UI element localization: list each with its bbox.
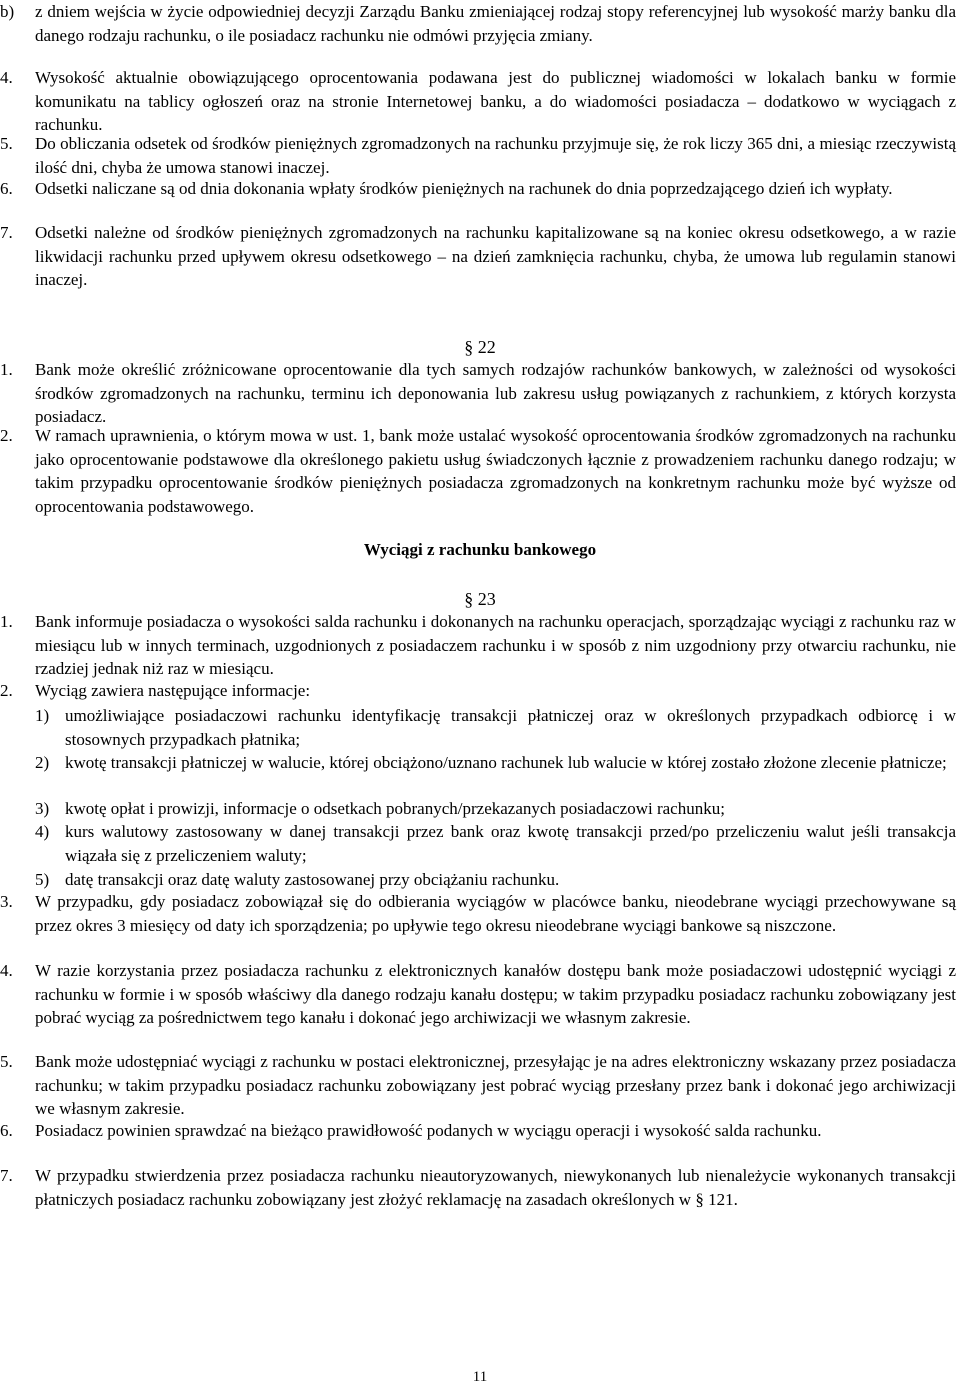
item-text: Posiadacz powinien sprawdzać na bieżąco prawidłowość podanych w wyciągu operacji i wysokość salda rachunku. (35, 1121, 822, 1140)
item-text: umożliwiające posiadaczowi rachunku identyfikację transakcji płatniczej oraz w określonych przypadkach odbiorcę i w stosownych przypadkach płatnika; (65, 706, 956, 749)
item-number: 3. (0, 892, 13, 911)
item-text: Odsetki należne od środków pieniężnych zgromadzonych na rachunku kapitalizowane są na koniec okresu odsetkowego, a w razie likwidacji rachunku przed upływem okresu odsetkowego – na dzień zamknięcia rachunku, chyba, że umowa lub regulamin stanowi inaczej. (35, 223, 956, 290)
item-number: 6. (0, 1121, 13, 1140)
item-number: 4. (0, 961, 13, 980)
item-text: W ramach uprawnienia, o którym mowa w ust. 1, bank może ustalać wysokość oprocentowania środków zgromadzonych na rachunku jako oprocentowanie podstawowe dla określonego pakietu usług świadczonych łącznie z prowadzeniem rachunku danego rodzaju; w takim przypadku oprocentowanie środków pieniężnych posiadacza zgromadzonych na konkretnym rachunku może być wyższe od oprocentowania podstawowego. (35, 426, 956, 516)
section-number: § 23 (464, 589, 496, 609)
list-item (0, 1119, 956, 1143)
item-number: 5. (0, 1052, 13, 1071)
item-text: Wysokość aktualnie obowiązującego oprocentowania podawana jest do publicznej wiadomości w lokalach banku w formie komunikatu na tablicy ogłoszeń oraz na stronie Internetowej banku, a do wiadomości posiadacza – dodatkowo w wyciągach z rachunku. (35, 68, 956, 135)
item-number: 1) (35, 706, 50, 725)
page-number: 11 (472, 1369, 488, 1385)
list-item (0, 424, 956, 518)
list-item (0, 959, 956, 1030)
list-item (0, 1050, 956, 1121)
list-item (0, 890, 956, 937)
item-text: kwotę opłat i prowizji, informacje o odsetkach pobranych/przekazanych posiadaczowi rachunku; (65, 799, 725, 818)
sub-list-item (0, 751, 956, 775)
sub-list-item (0, 704, 956, 751)
item-text: z dniem wejścia w życie odpowiedniej decyzji Zarządu Banku zmieniającej rodzaj stopy referencyjnej lub wysokość marży banku dla danego rodzaju rachunku, o ile posiadacz rachunku nie odmówi przyjęcia zmiany. (35, 2, 956, 45)
item-text: W przypadku stwierdzenia przez posiadacza rachunku nieautoryzowanych, niewykonanych lub nienależycie wykonanych transakcji płatniczych posiadacz rachunku zobowiązany jest złożyć reklamację na zasadach określonych w § 121. (35, 1166, 956, 1209)
item-text: datę transakcji oraz datę waluty zastosowanej przy obciążaniu rachunku. (65, 870, 560, 889)
item-number: 7. (0, 1166, 13, 1185)
item-text: Bank może określić zróżnicowane oprocentowanie dla tych samych rodzajów rachunków bankowych, w zależności od wysokości środków zgromadzonych na rachunku, terminu ich deponowania lub zakresu usług powiązanych z rachunkiem, z których korzysta posiadacz. (35, 360, 956, 427)
item-number: 2. (0, 426, 13, 445)
item-text: W przypadku, gdy posiadacz zobowiązał się do odbierania wyciągów w placówce banku, nieodebrane wyciągi przechowywane są przez okres 3 miesięcy od daty ich sporządzenia; po upływie tego okresu nieodebrane wyciągi bankowe są niszczone. (35, 892, 956, 935)
list-item (0, 0, 956, 47)
list-item (0, 221, 956, 292)
item-number: 7. (0, 223, 13, 242)
item-text: kwotę transakcji płatniczej w walucie, której obciążono/uznano rachunek lub walucie w której zostało złożone zlecenie płatnicze; (65, 753, 947, 772)
item-text: Bank informuje posiadacza o wysokości salda rachunku i dokonanych na rachunku operacjach, sporządzając wyciągi z rachunku raz w miesiącu lub w innych terminach, uzgodnionych z posiadaczem rachunku i w sposób z nim uzgodniony przy otwarciu rachunku, nie rzadziej jednak niż raz w miesiącu. (35, 612, 956, 679)
list-item (0, 132, 956, 179)
section-heading: Wyciągi z rachunku bankowego (363, 540, 597, 559)
list-item (0, 610, 956, 681)
item-number: 2) (35, 753, 50, 772)
item-text: Odsetki naliczane są od dnia dokonania wpłaty środków pieniężnych na rachunek do dnia poprzedzającego dzień ich wypłaty. (35, 179, 893, 198)
item-number: 6. (0, 179, 13, 198)
item-number: 2. (0, 681, 13, 700)
item-number: 5) (35, 870, 50, 889)
list-item (0, 177, 956, 201)
item-text: Wyciąg zawiera następujące informacje: (35, 681, 311, 700)
item-number: 4) (35, 822, 50, 841)
item-number: b) (0, 2, 15, 21)
section-number: § 22 (464, 337, 496, 357)
list-item (0, 679, 956, 703)
list-item (0, 1164, 956, 1211)
list-item (0, 358, 956, 429)
item-number: 4. (0, 68, 13, 87)
list-item (0, 66, 956, 137)
item-number: 5. (0, 134, 13, 153)
item-number: 3) (35, 799, 50, 818)
item-number: 1. (0, 360, 13, 379)
sub-list-item (0, 797, 956, 821)
item-number: 1. (0, 612, 13, 631)
item-text: W razie korzystania przez posiadacza rachunku z elektronicznych kanałów dostępu bank może posiadaczowi udostępnić wyciągi z rachunku w formie i w sposób właściwy dla danego rodzaju kanału dostępu; w takim przypadku posiadacz rachunku zobowiązany jest pobrać wyciąg za pośrednictwem tego kanału i dokonać jego archiwizacji we własnym zakresie. (35, 961, 956, 1028)
item-text: kurs walutowy zastosowany w danej transakcji przez bank oraz kwotę transakcji przed/po przeliczeniu walut jeśli transakcja wiązała się z przeliczeniem waluty; (65, 822, 956, 865)
sub-list-item (0, 820, 956, 867)
item-text: Bank może udostępniać wyciągi z rachunku w postaci elektronicznej, przesyłając je na adres elektroniczny wskazany przez posiadacza rachunku; w takim przypadku posiadacz rachunku zobowiązany jest pobrać wyciąg przesłany przez bank i dokonać jego archiwizacji we własnym zakresie. (35, 1052, 956, 1119)
sub-list-item (0, 868, 956, 892)
item-text: Do obliczania odsetek od środków pieniężnych zgromadzonych na rachunku przyjmuje się, że rok liczy 365 dni, a miesiąc rzeczywistą ilość dni, chyba że umowa stanowi inaczej. (35, 134, 956, 177)
